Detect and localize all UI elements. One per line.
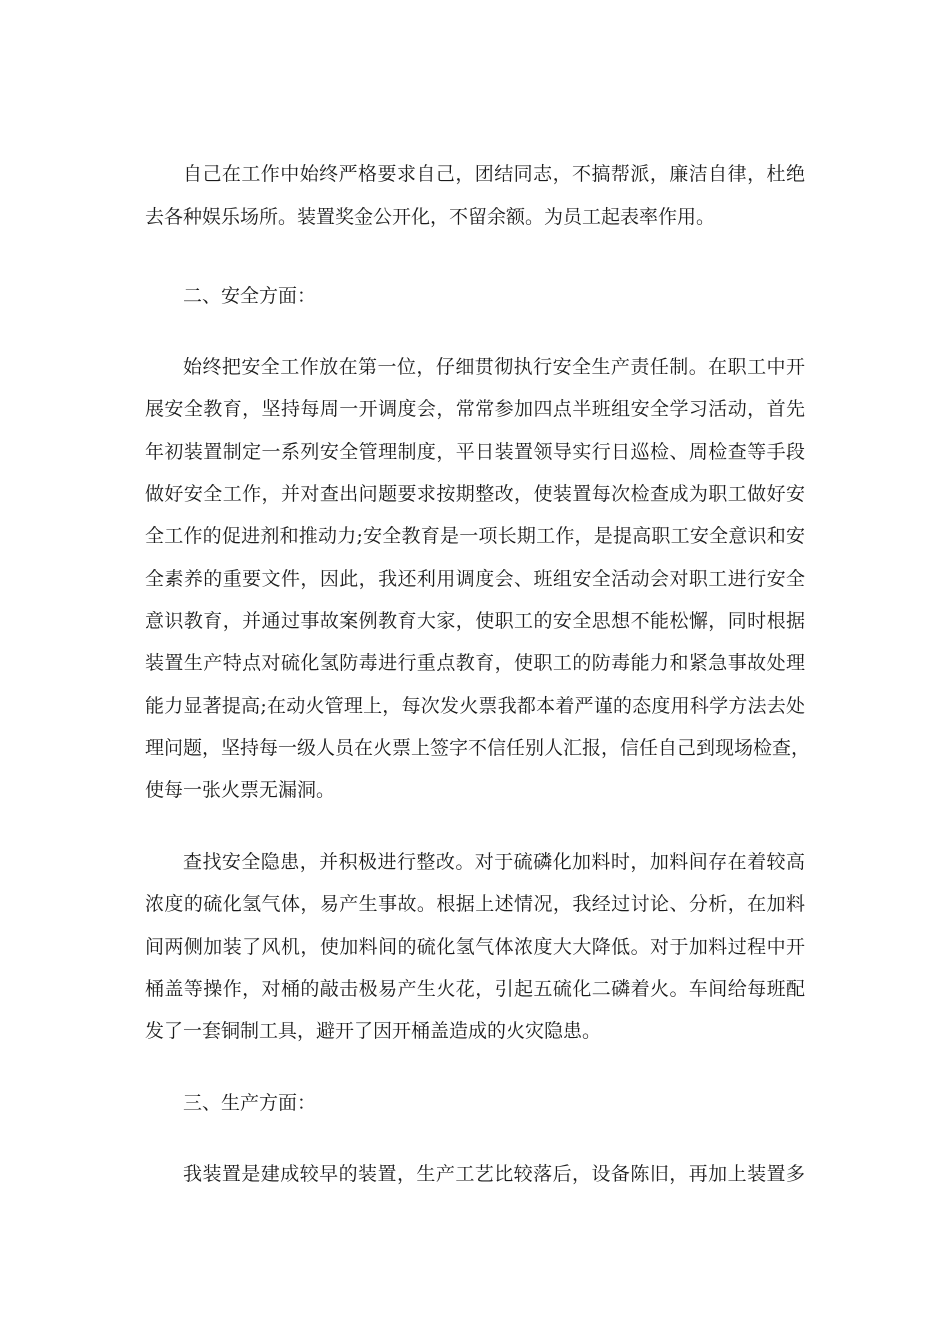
text-line: 展安全教育，坚持每周一开调度会，常常参加四点半班组安全学习活动，首先 [145, 398, 805, 420]
section-heading-safety: 二、安全方面： [183, 285, 317, 307]
text-line: 全素养的重要文件，因此，我还利用调度会、班组安全活动会对职工进行安全 [145, 568, 805, 590]
text-line: 去各种娱乐场所。装置奖金公开化，不留余额。为员工起表率作用。 [145, 206, 716, 228]
text-line: 浓度的硫化氢气体，易产生事故。根据上述情况，我经过讨论、分析，在加料 [145, 893, 805, 915]
text-line: 自己在工作中始终严格要求自己，团结同志，不搞帮派，廉洁自律，杜绝 [183, 163, 805, 185]
text-line: 我装置是建成较早的装置，生产工艺比较落后，设备陈旧，再加上装置多 [183, 1163, 805, 1185]
text-line: 全工作的促进剂和推动力;安全教育是一项长期工作，是提高职工安全意识和安 [145, 525, 805, 547]
text-line: 使每一张火票无漏洞。 [145, 779, 336, 801]
text-line: 间两侧加装了风机，使加料间的硫化氢气体浓度大大降低。对于加料过程中开 [145, 936, 805, 958]
text-line: 理问题，坚持每一级人员在火票上签字不信任别人汇报，信任自己到现场检查， [145, 737, 811, 759]
text-line: 年初装置制定一系列安全管理制度，平日装置领导实行日巡检、周检查等手段 [145, 441, 805, 463]
text-line: 能力显著提高;在动火管理上，每次发火票我都本着严谨的态度用科学方法去处 [145, 695, 805, 717]
text-line: 查找安全隐患，并积极进行整改。对于硫磷化加料时，加料间存在着较高 [183, 851, 805, 873]
section-heading-production: 三、生产方面： [183, 1092, 317, 1114]
text-line: 发了一套铜制工具，避开了因开桶盖造成的火灾隐患。 [145, 1020, 602, 1042]
text-line: 桶盖等操作，对桶的敲击极易产生火花，引起五硫化二磷着火。车间给每班配 [145, 978, 805, 1000]
text-line: 始终把安全工作放在第一位，仔细贯彻执行安全生产责任制。在职工中开 [183, 356, 805, 378]
text-line: 装置生产特点对硫化氢防毒进行重点教育，使职工的防毒能力和紧急事故处理 [145, 652, 805, 674]
text-line: 做好安全工作，并对查出问题要求按期整改，使装置每次检查成为职工做好安 [145, 483, 805, 505]
text-line: 意识教育，并通过事故案例教育大家，使职工的安全思想不能松懈，同时根据 [145, 610, 805, 632]
